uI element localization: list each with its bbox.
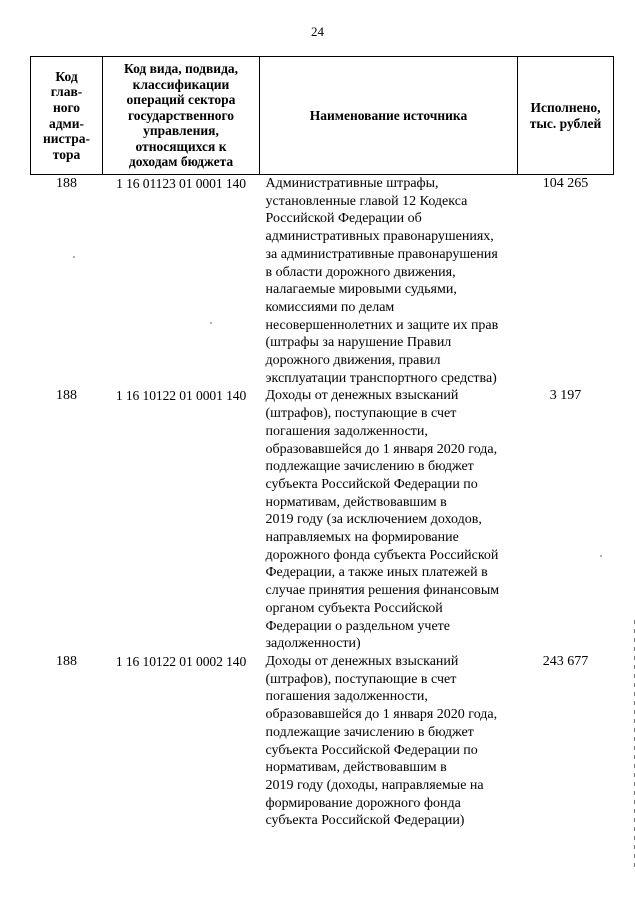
text-line: (штрафы за нарушение Правил	[265, 335, 452, 351]
text-line: управления,	[143, 123, 219, 139]
text-line: доходам бюджета	[128, 154, 234, 170]
table-header-row	[31, 57, 614, 175]
source-name-cell	[260, 387, 518, 653]
table-row	[31, 653, 614, 830]
text-line: ного	[52, 99, 81, 115]
text-line: адми-	[48, 115, 85, 131]
text-line: комиссиями по делам	[265, 299, 395, 315]
admin-code-cell: 188	[56, 176, 77, 191]
text-line: органом субъекта Российской	[265, 600, 443, 616]
text-line: Федерации о раздельном учете	[265, 618, 450, 634]
text-line: субъекта Российской Федерации)	[265, 813, 465, 829]
text-line: операций сектора	[126, 92, 236, 108]
text-line: (штрафов), поступающие в счет	[265, 406, 457, 422]
text-line: субъекта Российской Федерации по	[265, 476, 478, 492]
header-classification-code	[103, 57, 260, 175]
text-line: нистра-	[42, 131, 91, 147]
header-source-name	[260, 57, 518, 175]
table-row	[31, 387, 614, 653]
amount-cell: 243 677	[542, 653, 589, 669]
text-line: образовавшейся до 1 января 2020 года,	[265, 441, 498, 457]
scan-speck	[73, 256, 75, 258]
text-line: налагаемые мировыми судьями,	[265, 282, 457, 298]
source-name-cell	[260, 653, 518, 830]
header-amount	[518, 57, 614, 175]
text-line: глав-	[50, 84, 83, 100]
text-line: погашения задолженности,	[265, 689, 428, 705]
text-line: (штрафов), поступающие в счет	[265, 671, 457, 687]
text-line: Административные штрафы,	[265, 176, 439, 191]
text-line: Исполнено,	[530, 99, 601, 115]
admin-code-cell: 188	[56, 388, 77, 404]
text-line: направляемых на формирование	[265, 530, 459, 546]
text-line: случае принятия решения финансовым	[265, 583, 500, 599]
text-line: относящихся к	[135, 138, 227, 154]
text-line: Доходы от денежных взысканий	[265, 653, 459, 669]
text-line: нормативам, действовавшим в	[265, 494, 447, 510]
text-line: Наименование источника	[309, 107, 468, 123]
classification-code-cell: 1 16 01123 01 0001 140	[116, 176, 246, 191]
text-line: классификации	[132, 76, 230, 92]
text-line: Код	[55, 68, 78, 84]
text-line: эксплуатации транспортного средства)	[265, 370, 497, 386]
text-line: 2019 году (за исключением доходов,	[265, 512, 482, 528]
text-line: Доходы от денежных взысканий	[265, 388, 459, 404]
header-admin-code	[31, 57, 103, 175]
text-line: административных правонарушениях,	[265, 229, 494, 245]
table-row	[31, 175, 614, 388]
text-line: 2019 году (доходы, направляемые на	[265, 777, 484, 793]
text-line: Российской Федерации об	[265, 211, 422, 227]
classification-code-cell: 1 16 10122 01 0002 140	[115, 653, 247, 669]
text-line: государственного	[127, 107, 235, 123]
text-line: дорожного фонда субъекта Российской	[265, 547, 499, 563]
page-number: 24	[311, 24, 324, 39]
classification-code-cell: 1 16 10122 01 0001 140	[115, 388, 247, 404]
text-line: образовавшейся до 1 января 2020 года,	[265, 707, 498, 723]
text-line: в области дорожного движения,	[265, 264, 456, 280]
scan-speck	[210, 322, 212, 324]
revenue-table	[30, 56, 614, 830]
amount-cell: 104 265	[542, 176, 589, 191]
amount-cell: 3 197	[549, 388, 582, 404]
text-line: Код вида, подвида,	[123, 60, 239, 76]
text-line: Федерации, а также иных платежей в	[265, 565, 488, 581]
scan-speck	[600, 555, 602, 557]
text-line: установленные главой 12 Кодекса	[265, 193, 468, 209]
text-line: подлежащие зачислению в бюджет	[265, 724, 474, 740]
text-line: подлежащие зачислению в бюджет	[265, 459, 474, 475]
text-line: тора	[52, 146, 81, 162]
text-line: задолженности)	[265, 636, 361, 652]
text-line: за административные правонарушения	[265, 246, 498, 262]
text-line: нормативам, действовавшим в	[265, 760, 447, 776]
admin-code-cell: 188	[56, 653, 77, 669]
text-line: тыс. рублей	[529, 115, 602, 131]
text-line: дорожного движения, правил	[265, 353, 441, 369]
text-line: погашения задолженности,	[265, 423, 428, 439]
source-name-cell	[260, 175, 518, 388]
text-line: субъекта Российской Федерации по	[265, 742, 478, 758]
text-line: несовершеннолетних и защите их прав	[265, 317, 499, 333]
text-line: формирование дорожного фонда	[265, 795, 461, 811]
